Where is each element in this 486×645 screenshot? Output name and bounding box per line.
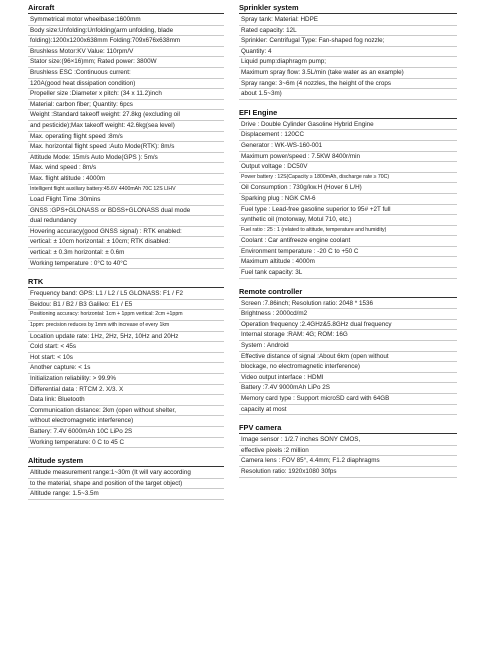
section-heading-remote-controller: Remote controller: [239, 284, 457, 298]
spec-line: Video output interface : HDMI: [239, 373, 457, 384]
section-heading-sprinkler-system: Sprinkler system: [239, 0, 457, 14]
spec-line: Load Flight Time :30mins: [28, 195, 224, 206]
spec-line: Hot start: < 10s: [28, 353, 224, 364]
spec-line: Screen :7.86inch; Resolution ratio: 2048 * 1536: [239, 299, 457, 310]
spec-line: Image sensor : 1/2.7 inches SONY CMOS,: [239, 435, 457, 446]
spec-line: Camera lens : FOV 85°, 4.4mm; F1.2 diaphragms: [239, 456, 457, 467]
spec-line: blockage, no electromagnetic interference): [239, 362, 457, 373]
spec-line: Brushless Motor:KV Value: 110rpm/V: [28, 47, 224, 58]
spec-line: Cold start: < 45s: [28, 342, 224, 353]
spec-line: Displacement : 120CC: [239, 130, 457, 141]
spec-line: Operation frequency :2.4GHz&5.8GHz dual frequency: [239, 320, 457, 331]
spec-line: vertical: ± 0.3m horizontal: ± 0.6m: [28, 248, 224, 259]
spec-line: Communication distance: 2km (open without shelter,: [28, 406, 224, 417]
spec-line: Intelligent flight auxiliary battery:45.6V 4400mAh 70C 12S LIHV: [28, 185, 224, 196]
spec-line: Fuel ratio : 25 : 1 (related to altitude, temperature and humidity): [239, 226, 457, 237]
spec-line: Maximum power/speed : 7.5KW 8400r/min: [239, 152, 457, 163]
spec-line: Data link: Bluetooth: [28, 395, 224, 406]
spec-line: Initialization reliability: > 99.9%: [28, 374, 224, 385]
spec-line: Internal storage :RAM: 4G; ROM: 16G: [239, 330, 457, 341]
spec-line: Weight :Standard takeoff weight: 27.8kg (excluding oil: [28, 110, 224, 121]
spec-line: Altitude range: 1.5~3.5m: [28, 489, 224, 500]
spec-line: Beidou: B1 / B2 / B3 Galileo: E1 / E5: [28, 300, 224, 311]
section-heading-rtk: RTK: [28, 274, 224, 288]
left-column: [28, 0, 224, 500]
section-heading-efi-engine: EFI Engine: [239, 105, 457, 119]
spec-line: Max. flight altitude : 4000m: [28, 174, 224, 185]
spec-line: Spray range: 3~6m (4 nozzles, the height of the crops: [239, 79, 457, 90]
spec-line: Fuel tank capacity: 3L: [239, 268, 457, 279]
spec-line: Stator size:(96×16)mm; Rated power: 3800W: [28, 57, 224, 68]
spec-line: Material: carbon fiber; Quantity: 6pcs: [28, 100, 224, 111]
spec-line: capacity at most: [239, 405, 457, 416]
spec-line: Liquid pump:diaphragm pump;: [239, 57, 457, 68]
spec-line: Altitude measurement range:1~30m (It will vary according: [28, 468, 224, 479]
spec-line: Frequency band: GPS: L1 / L2 / L5 GLONASS: F1 / F2: [28, 289, 224, 300]
spec-line: GNSS :GPS+GLONASS or BDSS+GLONASS dual mode: [28, 206, 224, 217]
spec-line: without electromagnetic interference): [28, 416, 224, 427]
spec-line: Battery: 7.4V 6000mAh 10C LiPo 2S: [28, 427, 224, 438]
spec-line: effective pixels :2 million: [239, 446, 457, 457]
spec-line: Spray tank: Material: HDPE: [239, 15, 457, 26]
spec-line: Attitude Mode: 15m/s Auto Mode(GPS ): 5m/s: [28, 153, 224, 164]
spec-line: Max. wind speed : 8m/s: [28, 163, 224, 174]
spec-line: Brushless ESC :Continuous current:: [28, 68, 224, 79]
spec-line: and pesticide);Max takeoff weight: 42.6kg(sea level): [28, 121, 224, 132]
spec-line: Coolant : Car antifreeze engine coolant: [239, 236, 457, 247]
spec-line: Location update rate: 1Hz, 2Hz, 5Hz, 10Hz and 20Hz: [28, 332, 224, 343]
spec-line: vertical: ± 10cm horizontal: ± 10cm; RTK disabled:: [28, 237, 224, 248]
section-heading-altitude-system: Altitude system: [28, 453, 224, 467]
section-heading-aircraft: Aircraft: [28, 0, 224, 14]
spec-line: Quantity: 4: [239, 47, 457, 58]
spec-line: synthetic oil (motorway, Motul 710, etc.): [239, 215, 457, 226]
spec-line: dual redundancy: [28, 216, 224, 227]
section-heading-fpv-camera: FPV camera: [239, 420, 457, 434]
spec-line: Generator : WK-WS-160-001: [239, 141, 457, 152]
spec-line: Drive : Double Cylinder Gasoline Hybrid Engine: [239, 120, 457, 131]
spec-line: Maximum altitude : 4000m: [239, 257, 457, 268]
spec-line: Power battery : 12S(Capacity ≥ 1800mAh, discharge rate ≥ 70C): [239, 173, 457, 184]
spec-line: Positioning accuracy: horizontal: 1cm + 1ppm vertical: 2cm +1ppm: [28, 310, 224, 321]
spec-line: Body size:Unfolding:Unfolding(arm unfolding, blade: [28, 26, 224, 37]
spec-line: Resolution ratio: 1920x1080 30fps: [239, 467, 457, 478]
spec-line: Output voltage : DC50V: [239, 162, 457, 173]
spec-line: Fuel type : Lead-free gasoline superior to 95# +2T full: [239, 205, 457, 216]
spec-line: Memory card type : Support microSD card with 64GB: [239, 394, 457, 405]
spec-line: about 1.5~3m): [239, 89, 457, 100]
spec-line: Oil Consumption : 730g/kw.H (Hover 6 L/H): [239, 183, 457, 194]
spec-line: Environment temperature : -20 C to +50 C: [239, 247, 457, 258]
spec-line: Brightness : 2000cd/m2: [239, 309, 457, 320]
spec-line: Another capture: < 1s: [28, 363, 224, 374]
spec-line: folding):1200x1200x638mm Folding:709x676x638mm: [28, 36, 224, 47]
spec-line: 120A(good heat dissipation condition): [28, 79, 224, 90]
spec-line: Propeller size :Diameter x pitch: (34 x 11.2)inch: [28, 89, 224, 100]
spec-line: Differential data : RTCM 2. X/3. X: [28, 385, 224, 396]
spec-line: Working temperature : 0°C to 40°C: [28, 259, 224, 270]
spec-line: Max. horizontal flight speed :Auto Mode(RTK): 8m/s: [28, 142, 224, 153]
right-column: [239, 0, 457, 478]
spec-line: 1ppm: precision reduces by 1mm with increase of every 1km: [28, 321, 224, 332]
spec-line: Rated capacity: 12L: [239, 26, 457, 37]
spec-line: Sparking plug : NGK CM-6: [239, 194, 457, 205]
spec-line: Symmetrical motor wheelbase:1600mm: [28, 15, 224, 26]
spec-line: Working temperature: 0 C to 45 C: [28, 438, 224, 449]
spec-line: Effective distance of signal :About 6km (open without: [239, 352, 457, 363]
spec-line: Max. operating flight speed :8m/s: [28, 132, 224, 143]
spec-line: System : Android: [239, 341, 457, 352]
spec-line: Maximum spray flow: 3.5L/min (take water as an example): [239, 68, 457, 79]
spec-line: to the material, shape and position of the target object): [28, 479, 224, 490]
spec-line: Sprinkler: Centrifugal Type: Fan-shaped fog nozzle;: [239, 36, 457, 47]
spec-line: Hovering accuracy(good GNSS signal) : RTK enabled:: [28, 227, 224, 238]
spec-line: Battery :7.4V 9000mAh LiPo 2S: [239, 383, 457, 394]
